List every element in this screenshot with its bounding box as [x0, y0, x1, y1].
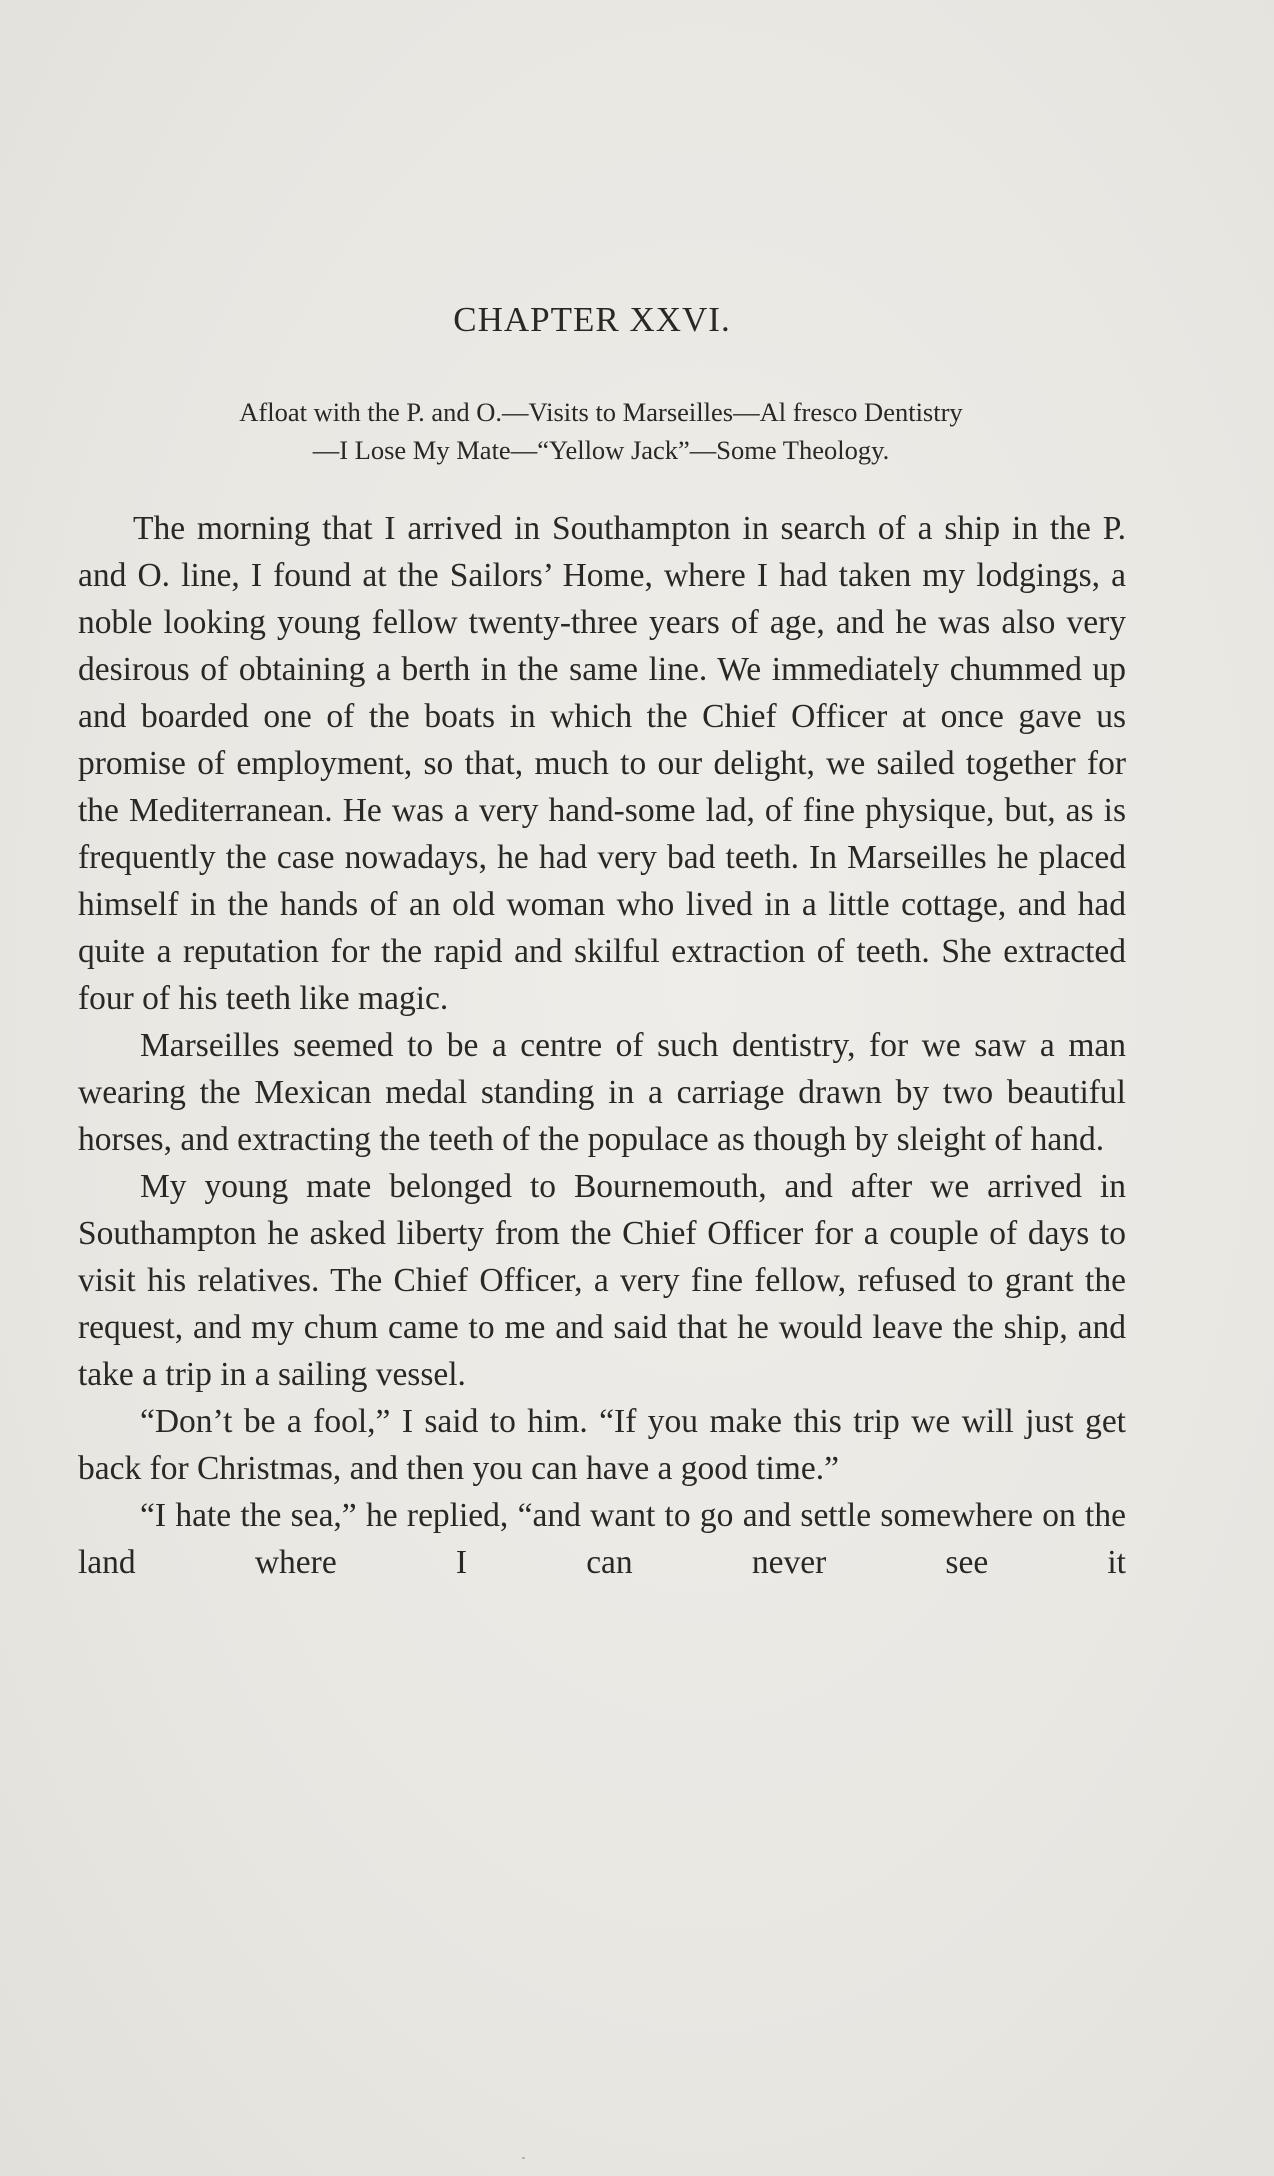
- chapter-title: CHAPTER XXVI.: [453, 300, 731, 339]
- synopsis-line-1: Afloat with the P. and O.—Visits to Marseilles—Al fresco Dentistry: [239, 397, 963, 427]
- paragraph-1: The morning that I arrived in Southampton in search of a ship in the P. and O. line, I found at the Sailors’ Home, where I had taken my lodgings, a noble looking young fellow twenty-three years of age, and he was also very desirous of obtaining a berth in the same line. We immediately chummed up and boarded one of the boats in which the Chief Officer at once gave us promise of employment, so that, much to our delight, we sailed together for the Mediterranean. He was a very hand-some lad, of fine physique, but, as is frequently the case nowadays, he had very bad teeth. In Marseilles he placed himself in the hands of an old woman who lived in a little cottage, and had quite a reputation for the rapid and skilful extraction of teeth. She extracted four of his teeth like magic.: [78, 510, 1126, 1017]
- chapter-body: [78, 505, 1126, 1586]
- paragraph-3: My young mate belonged to Bournemouth, and after we arrived in Southampton he asked liberty from the Chief Officer for a couple of days to visit his relatives. The Chief Officer, a very fine fellow, refused to grant the request, and my chum came to me and said that he would leave the ship, and take a trip in a sailing vessel.: [78, 1168, 1126, 1393]
- paragraph-5: “I hate the sea,” he replied, “and want to go and settle somewhere on the land where I can never see it: [78, 1497, 1126, 1581]
- chapter-synopsis: [78, 393, 1124, 469]
- paragraph-4: “Don’t be a fool,” I said to him. “If you make this trip we will just get back for Christmas, and then you can have a good time.”: [78, 1403, 1126, 1487]
- paragraph-2: Marseilles seemed to be a centre of such dentistry, for we saw a man wearing the Mexican medal standing in a carriage drawn by two beautiful horses, and extracting the teeth of the populace as though by sleight of hand.: [78, 1027, 1126, 1158]
- synopsis-line-2: —I Lose My Mate—“Yellow Jack”—Some Theology.: [312, 435, 890, 465]
- page-speck: [522, 2157, 525, 2159]
